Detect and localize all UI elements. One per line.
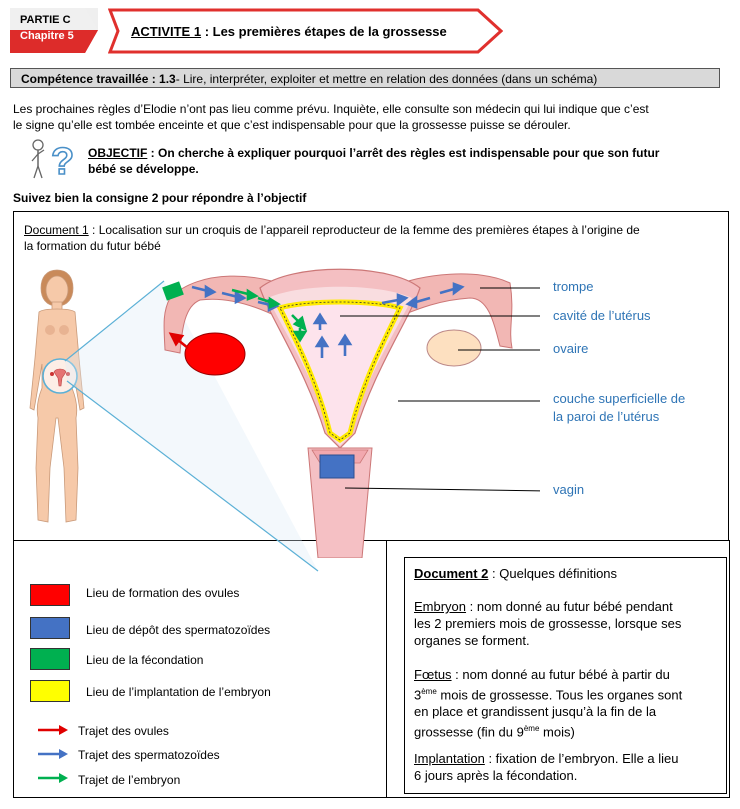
competence-text: - Lire, interpréter, exploiter et mettre en relation des données (dans un schéma) (175, 72, 598, 86)
objectif-label: OBJECTIF (88, 146, 148, 160)
embryon-line-3: organes se forment. (414, 633, 530, 648)
legend-square-fecondation (30, 648, 70, 670)
label-cavite: cavité de l’utérus (553, 308, 651, 323)
legend-square-ovules (30, 584, 70, 606)
uterus-diagram (140, 258, 540, 558)
label-trompe: trompe (553, 279, 594, 294)
document-2-label: Document 2 (414, 566, 489, 581)
label-ovaire: ovaire (553, 341, 589, 356)
thinking-person-icon (28, 138, 80, 182)
activite-title-text: : Les premières étapes de la grossesse (201, 24, 447, 39)
document-1-title-1: : Localisation sur un croquis de l’appareil reproducteur de la femme des premières étapes à l’origine de (88, 223, 640, 237)
legend-text-trajet-spermatozoides: Trajet des spermatozoïdes (78, 748, 220, 762)
intro-paragraph (13, 101, 731, 133)
label-couche-2: la paroi de l’utérus (553, 409, 660, 424)
legend-text-trajet-embryon: Trajet de l’embryon (78, 773, 181, 787)
term-implantation: Implantation (414, 751, 485, 766)
foetus-line-3: en place et grandissent jusqu’à la fin de la (414, 704, 657, 720)
foetus-line-2: 3ème mois de grossesse. Tous les organes sont (414, 687, 683, 703)
competence-label: Compétence travaillée : 1.3 (21, 72, 176, 86)
svg-text:?: ? (51, 141, 75, 182)
legend-text-trajet-ovules: Trajet des ovules (78, 724, 169, 738)
consigne: Suivez bien la consigne 2 pour répondre à l’objectif (13, 191, 307, 205)
partie-text (20, 12, 74, 44)
legend-text-spermatozoides: Lieu de dépôt des spermatozoïdes (86, 623, 271, 637)
embryon-line-2: les 2 premiers mois de grossesse, lorsque ses (414, 616, 682, 631)
label-vagin: vagin (553, 482, 585, 497)
intro-line-1: Les prochaines règles d’Elodie n’ont pas lieu comme prévu. Inquiète, elle consulte son médecin qui lui indique que c’est (13, 102, 649, 116)
embryon-line-1: : nom donné au futur bébé pendant (466, 599, 673, 614)
foetus-line-1: : nom donné au futur bébé à partir du (451, 667, 670, 682)
term-foetus: Fœtus (414, 667, 452, 682)
arrow-ovules-icon (38, 725, 68, 735)
objectif-line-1: : On cherche à expliquer pourquoi l’arrêt des règles est indispensable pour que son futur (147, 146, 660, 160)
activite-title (131, 24, 447, 39)
objectif-line-2: bébé se développe. (88, 162, 199, 176)
foetus-line-4: grossesse (fin du 9ème mois) (414, 724, 575, 740)
term-embryon: Embryon (414, 599, 467, 614)
arrow-spermatozoides-icon (38, 749, 68, 759)
legend-arrows (36, 722, 72, 792)
document-1-label: Document 1 (24, 223, 89, 237)
competence-bar (10, 68, 720, 88)
legend-text-implantation: Lieu de l’implantation de l’embryon (86, 685, 271, 699)
label-couche-1: couche superficielle de (553, 391, 686, 406)
activite-label: ACTIVITE 1 (131, 24, 202, 39)
legend-text-ovules: Lieu de formation des ovules (86, 586, 240, 600)
implantation-line-1: : fixation de l’embryon. Elle a lieu (484, 751, 679, 766)
document-2-subtitle: : Quelques définitions (488, 566, 618, 581)
document-2 (404, 557, 727, 794)
legend-square-implantation (30, 680, 70, 702)
chapitre-label: Chapitre 5 (20, 30, 74, 42)
legend-square-spermatozoides (30, 617, 70, 639)
implantation-line-2: 6 jours après la fécondation. (414, 768, 578, 783)
arrow-embryon-icon (38, 773, 68, 783)
intro-line-2: le signe qu’elle est tombée enceinte et que c’est indispensable pour que la grossesse puisse se dérouler. (13, 118, 571, 132)
objectif (88, 145, 728, 177)
legend-text-fecondation: Lieu de la fécondation (86, 653, 204, 667)
partie-label: PARTIE C (20, 14, 71, 26)
document-1-title-2: la formation du futur bébé (24, 239, 161, 253)
